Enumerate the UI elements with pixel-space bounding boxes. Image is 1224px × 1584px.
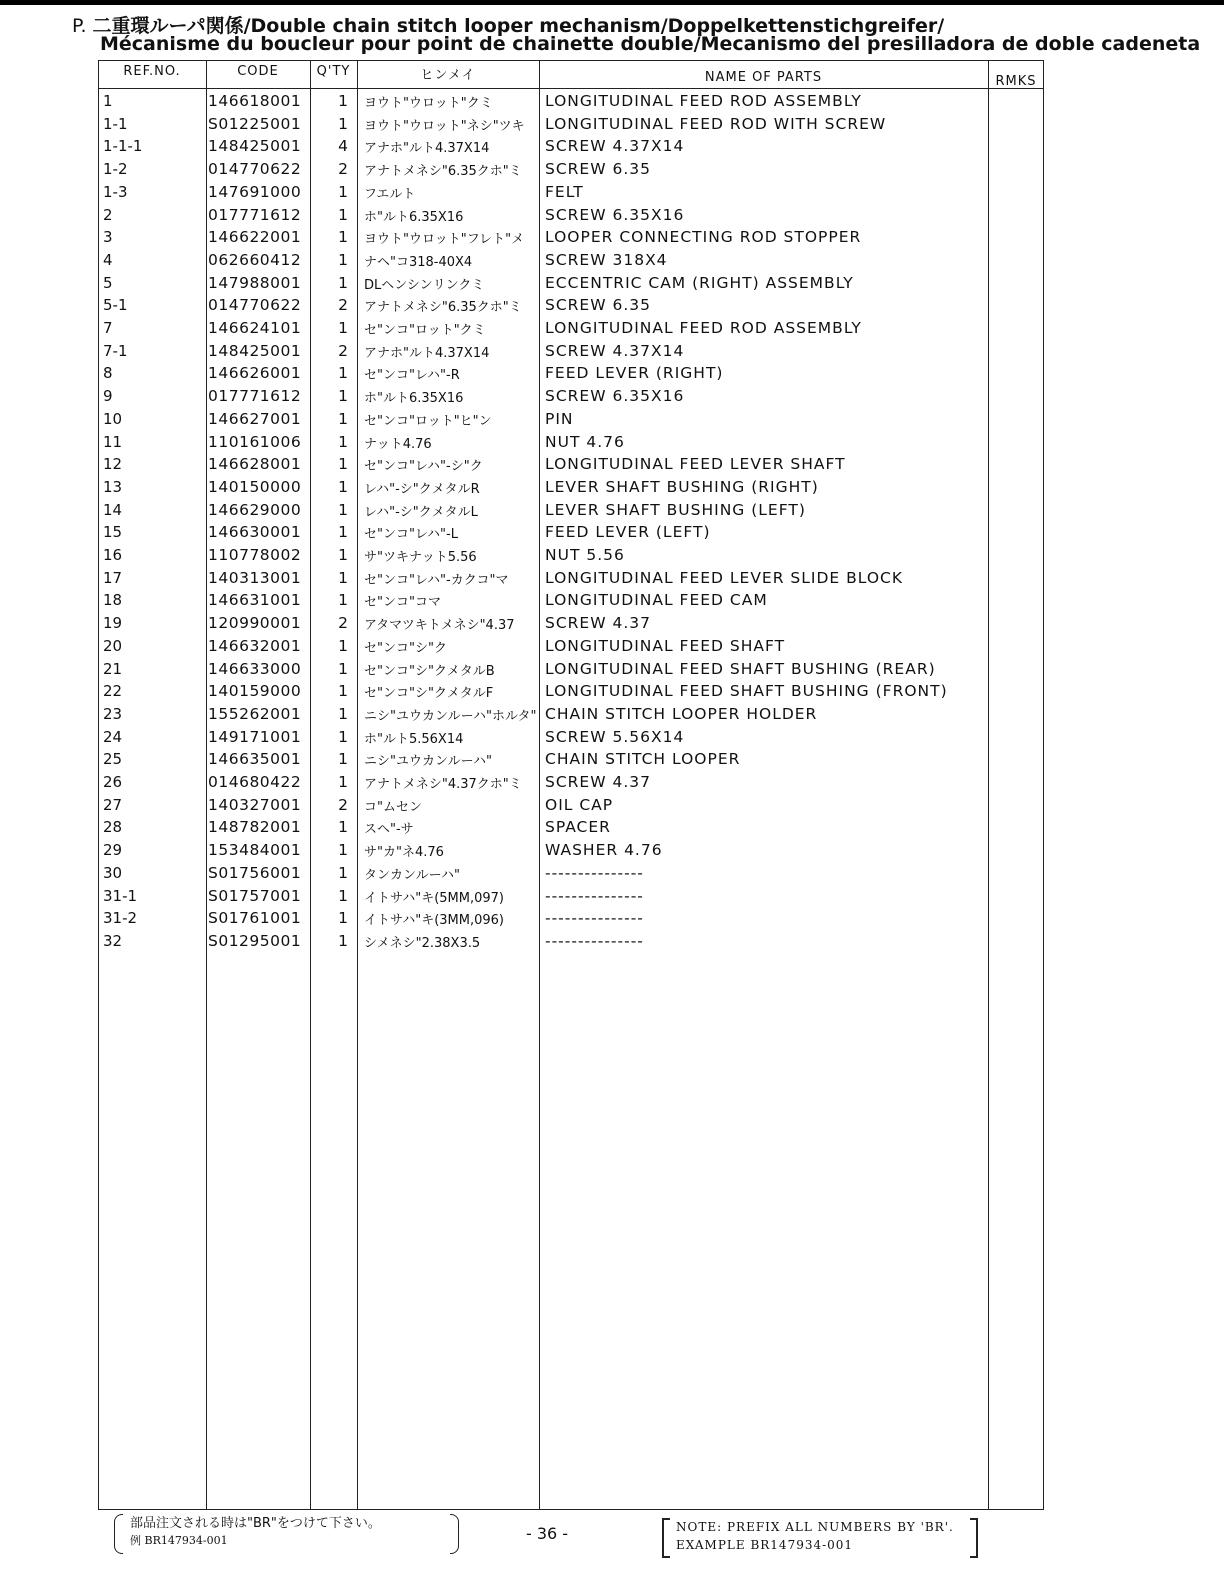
table-row	[0, 137, 1224, 159]
cell-ref: 9	[103, 387, 113, 406]
cell-kana: セ"ンコ"コマ	[364, 595, 441, 611]
cell-kana: サ"ツキナット5.56	[364, 550, 477, 565]
cell-kana: セ"ンコ"レハ"-L	[364, 527, 458, 543]
cell-name: CHAIN STITCH LOOPER HOLDER	[545, 704, 818, 723]
table-row	[0, 115, 1224, 137]
cell-name: NUT 4.76	[545, 432, 625, 451]
cell-ref: 10	[103, 409, 123, 428]
cell-code: 147691000	[208, 182, 302, 201]
cell-kana: スヘ"-サ	[364, 822, 414, 838]
table-row	[0, 796, 1224, 818]
cell-kana: ホ"ルト5.56X14	[364, 731, 464, 747]
page-title-line2: Mécanisme du boucleur pour point de chainette double/Mecanismo del presilladora de doble cadeneta	[100, 33, 1201, 55]
cell-kana: ニシ"ユウカンルーハ"ホルタ"	[364, 708, 537, 724]
cell-qty: 1	[338, 92, 348, 110]
table-row	[0, 728, 1224, 750]
cell-ref: 29	[103, 841, 123, 860]
cell-kana: アナトメネシ"4.37クホ"ミ	[364, 777, 522, 792]
cell-ref: 25	[103, 750, 123, 769]
note-bracket-right	[970, 1518, 978, 1558]
table-row	[0, 183, 1224, 205]
cell-ref: 12	[103, 455, 123, 474]
table-row	[0, 932, 1224, 954]
table-row	[0, 387, 1224, 409]
cell-kana: シメネシ"2.38X3.5	[364, 935, 481, 951]
table-row	[0, 909, 1224, 931]
cell-ref: 4	[103, 250, 113, 269]
cell-ref: 16	[103, 546, 123, 564]
cell-kana: イトサハ"キ(5MM,097)	[364, 890, 504, 906]
table-row	[0, 523, 1224, 545]
cell-qty: 1	[338, 455, 348, 474]
cell-ref: 19	[103, 614, 123, 633]
cell-name: ---------------	[545, 886, 644, 905]
cell-qty: 1	[338, 704, 348, 723]
cell-ref: 24	[103, 727, 123, 746]
cell-ref: 5	[103, 273, 113, 292]
section-prefix: P.	[72, 15, 87, 37]
cell-name: LONGITUDINAL FEED ROD ASSEMBLY	[545, 319, 862, 337]
cell-qty: 1	[338, 568, 348, 587]
cell-name: OIL CAP	[545, 795, 614, 814]
cell-qty: 2	[338, 296, 348, 315]
table-row	[0, 433, 1224, 455]
cell-ref: 7	[103, 319, 113, 337]
cell-name: SPACER	[545, 818, 611, 837]
cell-qty: 1	[338, 727, 348, 746]
cell-code: S01225001	[208, 114, 302, 133]
cell-kana: サ"カ"ネ4.76	[364, 845, 444, 861]
cell-qty: 1	[338, 250, 348, 269]
cell-qty: 1	[338, 364, 348, 383]
cell-name: NUT 5.56	[545, 546, 625, 564]
cell-name: FELT	[545, 182, 584, 201]
table-row	[0, 92, 1224, 114]
cell-ref: 28	[103, 818, 123, 837]
table-row	[0, 410, 1224, 432]
cell-kana: コ"ムセン	[364, 799, 422, 815]
cell-ref: 30	[103, 863, 123, 882]
cell-kana: ホ"ルト6.35X16	[364, 209, 464, 225]
cell-name: LONGITUDINAL FEED LEVER SHAFT	[545, 455, 846, 474]
table-row	[0, 841, 1224, 863]
cell-code: 014770622	[208, 296, 302, 315]
cell-kana: アナホ"ルト4.37X14	[364, 141, 490, 157]
header-ref: REF.NO.	[123, 64, 181, 79]
cell-code: S01756001	[208, 863, 302, 882]
cell-name: SCREW 6.35	[545, 160, 651, 179]
note-bracket-left	[662, 1518, 670, 1558]
cell-ref: 26	[103, 773, 123, 791]
header-code: CODE	[237, 64, 279, 79]
cell-code: 148782001	[208, 818, 302, 837]
table-row	[0, 546, 1224, 568]
cell-code: S01295001	[208, 931, 302, 950]
table-row	[0, 478, 1224, 500]
cell-code: 110778002	[208, 546, 302, 564]
cell-kana: セ"ンコ"レハ"-カクコ"マ	[364, 572, 509, 588]
header-kana: ヒンメイ	[420, 68, 476, 83]
cell-name: SCREW 4.37X14	[545, 341, 685, 360]
cell-code: 017771612	[208, 387, 302, 406]
cell-name: LONGITUDINAL FEED SHAFT	[545, 636, 786, 655]
table-row	[0, 569, 1224, 591]
cell-code: 153484001	[208, 841, 302, 860]
cell-ref: 7-1	[103, 341, 128, 360]
table-row	[0, 750, 1224, 772]
cell-kana: アナホ"ルト4.37X14	[364, 345, 490, 361]
header-divider	[98, 88, 1044, 89]
table-row	[0, 887, 1224, 909]
cell-code: 146628001	[208, 455, 302, 474]
cell-ref: 15	[103, 523, 123, 542]
cell-kana: セ"ンコ"シ"ク	[364, 640, 447, 656]
cell-name: SCREW 6.35	[545, 296, 651, 315]
cell-name: LONGITUDINAL FEED LEVER SLIDE BLOCK	[545, 568, 904, 587]
cell-ref: 21	[103, 659, 123, 678]
table-row	[0, 773, 1224, 795]
cell-ref: 20	[103, 636, 123, 655]
table-row	[0, 296, 1224, 318]
cell-name: ECCENTRIC CAM (RIGHT) ASSEMBLY	[545, 273, 854, 292]
cell-kana: ナヘ"コ318-40X4	[364, 254, 473, 270]
cell-name: SCREW 6.35X16	[545, 205, 685, 224]
header-qty: Q'TY	[316, 64, 351, 79]
cell-qty: 1	[338, 477, 348, 496]
cell-ref: 1	[103, 92, 113, 110]
cell-code: 146618001	[208, 92, 302, 110]
cell-code: 140159000	[208, 682, 302, 701]
cell-code: 146626001	[208, 364, 302, 383]
cell-code: 146631001	[208, 591, 302, 610]
cell-kana: アナトメネシ"6.35クホ"ミ	[364, 164, 522, 180]
table-row	[0, 251, 1224, 273]
cell-kana: セ"ンコ"レハ"-シ"ク	[364, 459, 483, 475]
table-row	[0, 206, 1224, 228]
cell-qty: 4	[338, 137, 348, 156]
cell-code: 146624101	[208, 319, 302, 337]
order-example-line: 例 BR147934-001	[130, 1534, 228, 1547]
cell-qty: 1	[338, 636, 348, 655]
cell-code: 140327001	[208, 795, 302, 814]
cell-name: PIN	[545, 409, 574, 428]
cell-ref: 23	[103, 704, 123, 723]
top-rule	[0, 0, 1224, 5]
cell-kana: ヨウト"ウロット"クミ	[364, 96, 493, 111]
cell-kana: セ"ンコ"シ"クメタルF	[364, 686, 494, 702]
cell-name: LONGITUDINAL FEED SHAFT BUSHING (FRONT)	[545, 682, 948, 701]
cell-code: 140313001	[208, 568, 302, 587]
cell-name: CHAIN STITCH LOOPER	[545, 750, 741, 769]
cell-kana: アタマツキトメネシ"4.37	[364, 618, 515, 634]
cell-code: 140150000	[208, 477, 302, 496]
order-note-line: 部品注文される時は"BR"をつけて下さい。	[130, 1516, 381, 1531]
cell-code: 014680422	[208, 773, 302, 791]
cell-kana: フエルト	[364, 186, 416, 202]
cell-kana: ヨウト"ウロット"ネシ"ツキ	[364, 118, 525, 134]
cell-code: 120990001	[208, 614, 302, 633]
header-name: NAME OF PARTS	[704, 70, 823, 85]
cell-code: 017771612	[208, 205, 302, 224]
title-text-1: 二重環ルーパ関係/Double chain stitch looper mechanism/Doppelkettenstichgreifer/	[92, 15, 945, 37]
table-row	[0, 637, 1224, 659]
cell-kana: ナット4.76	[364, 436, 432, 452]
cell-kana: セ"ンコ"レハ"-R	[364, 368, 460, 384]
cell-name: LONGITUDINAL FEED SHAFT BUSHING (REAR)	[545, 659, 936, 678]
cell-name: LONGITUDINAL FEED ROD WITH SCREW	[545, 114, 887, 133]
cell-name: LONGITUDINAL FEED CAM	[545, 591, 768, 610]
cell-qty: 1	[338, 273, 348, 292]
cell-name: LONGITUDINAL FEED ROD ASSEMBLY	[545, 92, 862, 110]
cell-code: 062660412	[208, 250, 302, 269]
cell-qty: 1	[338, 659, 348, 678]
cell-kana: アナトメネシ"6.35クホ"ミ	[364, 300, 522, 316]
cell-qty: 1	[338, 500, 348, 519]
table-row	[0, 705, 1224, 727]
cell-name: SCREW 4.37X14	[545, 137, 685, 156]
cell-ref: 1-1	[103, 114, 128, 133]
cell-code: 110161006	[208, 432, 302, 451]
cell-qty: 1	[338, 841, 348, 860]
cell-qty: 1	[338, 432, 348, 451]
cell-qty: 1	[338, 909, 348, 928]
cell-name: SCREW 6.35X16	[545, 387, 685, 406]
cell-ref: 3	[103, 228, 113, 247]
cell-qty: 1	[338, 387, 348, 406]
cell-name: WASHER 4.76	[545, 841, 663, 860]
cell-name: FEED LEVER (LEFT)	[545, 523, 711, 542]
cell-ref: 17	[103, 568, 123, 587]
cell-kana: セ"ンコ"ロット"クミ	[364, 323, 486, 338]
cell-ref: 5-1	[103, 296, 128, 315]
cell-name: SCREW 318X4	[545, 250, 668, 269]
cell-ref: 2	[103, 205, 113, 224]
cell-qty: 2	[338, 341, 348, 360]
table-row	[0, 160, 1224, 182]
cell-qty: 1	[338, 818, 348, 837]
cell-qty: 1	[338, 182, 348, 201]
cell-name: ---------------	[545, 909, 644, 928]
cell-name: SCREW 4.37	[545, 614, 651, 633]
cell-code: 148425001	[208, 341, 302, 360]
cell-kana: ホ"ルト6.35X16	[364, 391, 464, 407]
cell-kana: DLヘンシンリンクミ	[364, 277, 485, 293]
cell-code: S01757001	[208, 886, 302, 905]
cell-qty: 1	[338, 931, 348, 950]
cell-name: LEVER SHAFT BUSHING (LEFT)	[545, 500, 806, 519]
table-row	[0, 614, 1224, 636]
cell-qty: 1	[338, 228, 348, 247]
cell-ref: 31-2	[103, 909, 138, 928]
cell-name: LEVER SHAFT BUSHING (RIGHT)	[545, 477, 819, 496]
cell-qty: 1	[338, 750, 348, 769]
cell-code: 147988001	[208, 273, 302, 292]
cell-qty: 1	[338, 319, 348, 337]
cell-qty: 1	[338, 523, 348, 542]
cell-qty: 2	[338, 160, 348, 179]
table-row	[0, 228, 1224, 250]
cell-code: 149171001	[208, 727, 302, 746]
cell-code: 146622001	[208, 228, 302, 247]
table-row	[0, 818, 1224, 840]
cell-code: 148425001	[208, 137, 302, 156]
note-line-1: NOTE: PREFIX ALL NUMBERS BY 'BR'.	[676, 1520, 954, 1534]
cell-name: ---------------	[545, 931, 644, 950]
page-number: - 36 -	[526, 1524, 569, 1543]
table-row	[0, 660, 1224, 682]
cell-code: 155262001	[208, 704, 302, 723]
cell-name: ---------------	[545, 863, 644, 882]
cell-kana: レハ"-シ"クメタルL	[364, 504, 478, 520]
cell-ref: 13	[103, 477, 123, 496]
table-row	[0, 501, 1224, 523]
cell-ref: 18	[103, 591, 123, 610]
cell-code: 146630001	[208, 523, 302, 542]
cell-code: 146629000	[208, 500, 302, 519]
table-row	[0, 342, 1224, 364]
cell-code: S01761001	[208, 909, 302, 928]
cell-kana: ニシ"ユウカンルーハ"	[364, 754, 492, 770]
cell-kana: ヨウト"ウロット"フレト"メ	[364, 232, 525, 248]
cell-ref: 22	[103, 682, 123, 701]
cell-kana: セ"ンコ"シ"クメタルB	[364, 663, 495, 679]
table-row	[0, 455, 1224, 477]
cell-kana: タンカンルーハ"	[364, 867, 461, 883]
table-row	[0, 591, 1224, 613]
cell-name: SCREW 4.37	[545, 773, 651, 791]
cell-qty: 2	[338, 795, 348, 814]
cell-ref: 32	[103, 931, 123, 950]
cell-name: LOOPER CONNECTING ROD STOPPER	[545, 228, 862, 247]
cell-ref: 14	[103, 500, 123, 519]
cell-qty: 1	[338, 546, 348, 564]
cell-name: SCREW 5.56X14	[545, 727, 685, 746]
table-row	[0, 364, 1224, 386]
cell-ref: 31-1	[103, 886, 138, 905]
cell-kana: セ"ンコ"ロット"ヒ"ン	[364, 413, 492, 429]
cell-ref: 11	[103, 432, 123, 451]
cell-qty: 1	[338, 409, 348, 428]
cell-qty: 1	[338, 591, 348, 610]
cell-code: 146627001	[208, 409, 302, 428]
cell-qty: 1	[338, 114, 348, 133]
note-line-2: EXAMPLE BR147934-001	[676, 1538, 854, 1552]
header-rmks: RMKS	[995, 74, 1037, 89]
cell-code: 014770622	[208, 160, 302, 179]
cell-code: 146633000	[208, 659, 302, 678]
cell-kana: イトサハ"キ(3MM,096)	[364, 913, 504, 929]
table-row	[0, 864, 1224, 886]
cell-ref: 27	[103, 795, 123, 814]
cell-ref: 8	[103, 364, 113, 383]
bracket-left	[114, 1514, 123, 1554]
cell-code: 146635001	[208, 750, 302, 769]
cell-qty: 1	[338, 682, 348, 701]
cell-ref: 1-1-1	[103, 137, 143, 156]
table-row	[0, 274, 1224, 296]
cell-qty: 2	[338, 614, 348, 633]
cell-qty: 1	[338, 773, 348, 791]
table-row	[0, 682, 1224, 704]
cell-kana: レハ"-シ"クメタルR	[364, 481, 480, 497]
cell-ref: 1-2	[103, 160, 128, 179]
cell-name: FEED LEVER (RIGHT)	[545, 364, 724, 383]
bracket-right	[450, 1514, 459, 1554]
cell-code: 146632001	[208, 636, 302, 655]
table-row	[0, 319, 1224, 341]
cell-qty: 1	[338, 205, 348, 224]
cell-ref: 1-3	[103, 182, 128, 201]
cell-qty: 1	[338, 886, 348, 905]
cell-qty: 1	[338, 863, 348, 882]
